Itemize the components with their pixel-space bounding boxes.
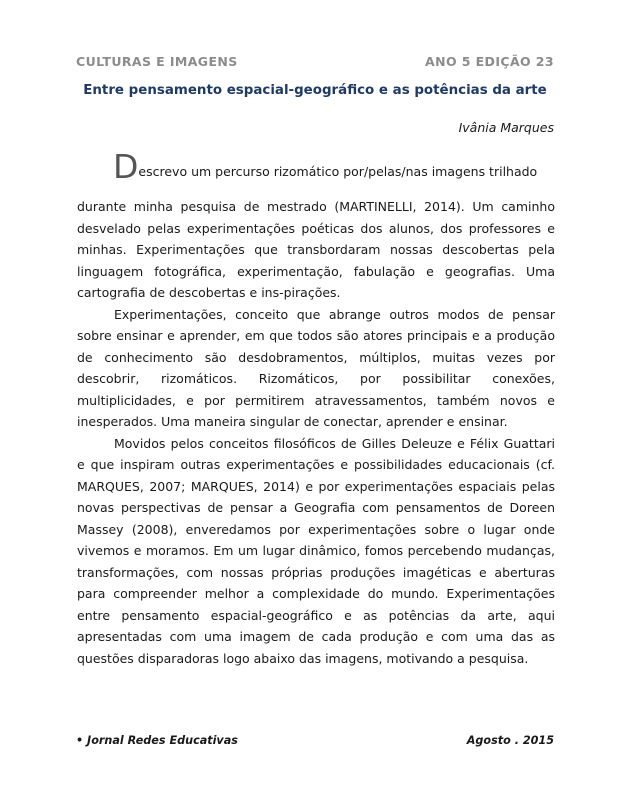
paragraph-1-text: durante minha pesquisa de mestrado (MARTINELLI, 2014). Um caminho desvelado pelas experimentações poéticas dos alunos, dos professores e minhas. Experimentações que transbordaram nossas descobertas pela linguagem fotográfica, experimentação, fabulação e geografias. Uma cartografia de descobertas e ins-pirações. [77, 199, 555, 300]
drop-cap: D [113, 147, 139, 186]
footer-date: Agosto . 2015 [466, 734, 554, 747]
paragraph-1 [77, 147, 555, 304]
article-author: Ivânia Marques [458, 120, 554, 135]
article-title: Entre pensamento espacial-geográfico e as potências da arte [83, 83, 547, 98]
lead-text: escrevo um percurso rizomático por/pelas/nas imagens trilhado [138, 164, 538, 179]
article-body [77, 147, 555, 669]
header-issue-number: ANO 5 EDIÇÃO 23 [425, 54, 554, 69]
paragraph-3: Movidos pelos conceitos filosóficos de Gilles Deleuze e Félix Guattari e que inspiram outras experimentações e possibilidades educacionais (cf. MARQUES, 2007; MARQUES, 2014) e por experimentações espaciais pelas novas perspectivas de pensar a Geografia com pensamentos de Doreen Massey (2008), enveredamos por experimentações sobre o lugar onde vivemos e moramos. Em um lugar dinâmico, fomos percebendo mudanças, transformações, com nossas próprias produções imagéticas e aberturas para compreender melhor a complexidade do mundo. Experimentações entre pensamento espacial-geográfico e as potências da arte, aqui apresentadas com uma imagem de cada produção e com uma das as questões disparadoras logo abaixo das imagens, motivando a pesquisa. [77, 435, 555, 666]
footer-journal-name: • Jornal Redes Educativas [76, 734, 238, 747]
header-section-name: CULTURAS E IMAGENS [76, 54, 238, 69]
running-header [76, 54, 554, 69]
running-footer [76, 734, 554, 747]
paragraph-2: Experimentações, conceito que abrange outros modos de pensar sobre ensinar e aprender, em que todos são atores principais e a produção de conhecimento são desdobramentos, múltiplos, muitas vezes por descobrir, rizomáticos. Rizomáticos, por possibilitar conexões, multiplicidades, e por permitirem atravessamentos, também novos e inesperados. Uma maneira singular de conectar, aprender e ensinar. [77, 306, 555, 429]
lead-line [77, 147, 555, 191]
